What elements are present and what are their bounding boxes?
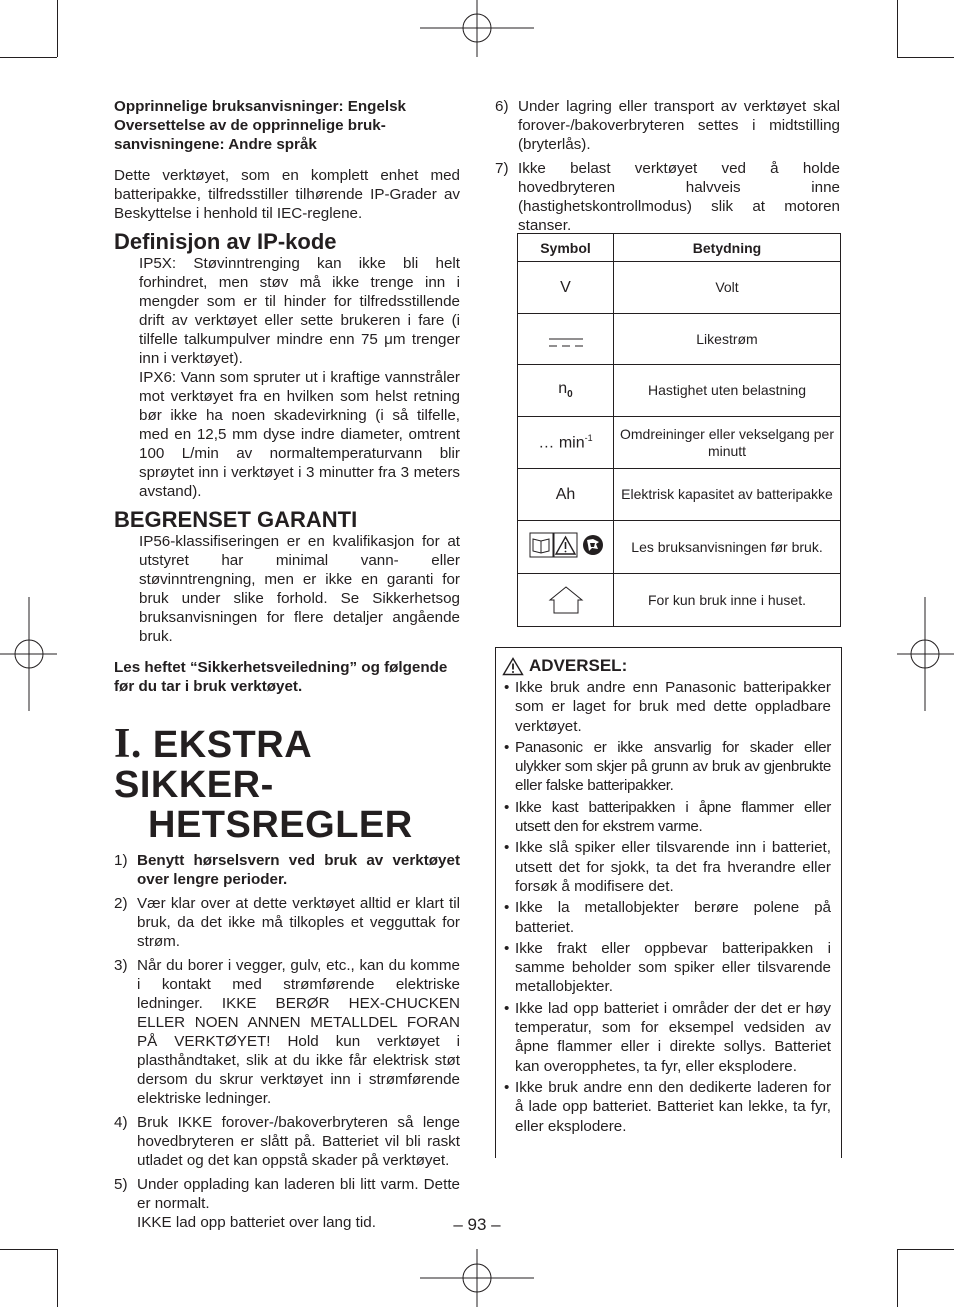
crop-mark [897,1249,898,1307]
direct-current-icon [548,336,584,350]
symbol-cell [518,365,614,417]
list-item [114,1175,460,1232]
list-text: Ikke kast batteripakken i åpne flammer eller utsett den for ekstrem varme. [515,798,831,836]
bullet-icon: • [504,999,510,1017]
page-number: – 93 – [453,1215,501,1234]
table-header-row [518,234,841,262]
intro-paragraph: Dette verktøyet, som en komplett enhet med batteripakke, tilfredsstiller tilhørende IP-Grader av Beskyttelse i henhold til IEC-reglene. [114,167,460,222]
read-booklet-note: Les heftet “Sikkerhetsveiledning” og følgende før du tar i bruk verktøyet. [114,659,448,695]
list-text: Ikke belast verktøyet ved å holde hovedbryteren halvveis inne (hastighetskontrollmodus) slik at motoren stanser. [518,160,840,234]
symbol-cell [518,417,614,469]
crop-mark [0,1249,57,1250]
list-item [504,838,831,896]
ipx6-definition: IPX6: Vann som spruter ut i kraftige vannstråler mot verktøyet fra en hvilken som helst retning bør ikke ha noen skadevirkning (i så tilfelle, med en 12,5 mm dyse indre diameter, omtrent 100 L/min av normaltemperaturvann blir sprøytet inn i verktøyet i 3 minutter fra 3 meters avstand). [139,369,460,500]
symbol-cell [518,574,614,627]
crop-mark [897,1249,954,1250]
table-row [518,574,841,627]
bullet-icon: • [504,899,510,917]
table-row [518,417,841,469]
meaning-cell: Omdreininger eller vekselgang per minutt [614,417,841,469]
bullet-icon: • [504,798,510,816]
symbol-superscript: -1 [584,432,593,443]
meaning-cell: Hastighet uten belastning [614,365,841,417]
table-row [518,469,841,521]
list-number: 5) [114,1176,128,1193]
list-text: Ikke lad opp batteriet i områder der det er høy temperatur, som for eksempel vedsiden av åpne flammer eller i direkte sollys. Batteriet kan overopphetes, ta fyr, eller eksplodere. [515,999,831,1075]
caution-header [502,656,841,676]
list-item [495,159,840,235]
left-column [114,97,460,1237]
list-number: 7) [495,160,509,177]
list-text: Vær klar over at dette verktøyet alltid er klart til bruk, da det ikke må tilkoples et vegguttak for strøm. [137,895,460,950]
column-header-symbol: Symbol [518,234,614,262]
list-text-continued: IKKE lad opp batteriet over lang tid. [137,1214,376,1231]
list-text: Panasonic er ikke ansvarlig for skader eller ulykker som skjer på grunn av bruk av gjenbrukte eller falske batteripakker. [515,738,831,795]
list-text: Ikke slå spiker eller tilsvarende inn i batteriet, utsett det for sjokk, ta det fra hverandre eller forsøk å modifisere det. [515,839,831,895]
rules-list-left [114,851,460,1232]
bullet-icon: • [504,939,510,957]
meaning-cell: For kun bruk inne i huset. [614,574,841,627]
list-item [504,798,831,837]
list-item [504,898,831,937]
table-row [518,262,841,314]
list-text: Bruk IKKE forover-/bakoverbryteren så lenge hovedbryteren er slått på. Batteriet vil bli raskt utladet og det kan oppstå skader på verktøyet. [137,1114,460,1169]
table-row [518,521,841,574]
caution-title: ADVERSEL: [529,656,628,675]
list-item [114,956,460,1108]
bullet-icon: • [504,738,510,756]
warning-triangle-icon [502,657,524,676]
list-text: Når du borer i vegger, gulv, etc., kan du komme i kontakt med strømførende elektriske ledninger. IKKE BERØR HEX-CHUCKEN ELLER NOEN ANNEN METALLDEL FORAN PÅ VERKTØYET! Hold kun verktøyet i plasthåndtaket, slik at du ikke får elektrisk støt dersom du skrur verktøyet inn i strømførende elektriske ledninger. [137,957,460,1107]
list-item [504,939,831,997]
ip-section-heading: Definisjon av IP-kode [114,229,337,254]
list-number: 2) [114,895,128,912]
symbol-cell [518,314,614,365]
table-row [518,365,841,417]
table-row [518,314,841,365]
symbol-cell: V [518,262,614,314]
meaning-cell: Likestrøm [614,314,841,365]
list-text: Ikke bruk andre enn den dedikerte laderen for å lade opp batteriet. Batteriet kan lekke, ta fyr, eller eksplodere. [515,1078,831,1135]
section-title [114,721,460,846]
indoor-house-icon [548,585,584,615]
translation-line3: sanvisningene: Andre språk [114,136,317,153]
crop-mark [0,57,57,58]
list-item [114,894,460,951]
original-instructions-line1: Opprinnelige bruksanvisninger: Engelsk [114,98,407,115]
list-item [504,1078,831,1136]
list-number: 4) [114,1114,128,1131]
list-text: Ikke la metallobjekter berøre polene på batteriet. [515,899,831,936]
read-manual-icons [524,530,608,560]
list-text: Benytt hørselsvern ved bruk av verktøyet over lengre perioder. [137,852,460,888]
bullet-icon: • [504,1078,510,1096]
section-roman-numeral: I. [114,721,142,767]
registration-mark-left [0,597,57,711]
registration-mark-right [897,597,954,711]
symbol-table [517,233,841,627]
crop-mark [897,57,954,58]
meaning-cell: Elektrisk kapasitet av batteripakke [614,469,841,521]
meaning-cell: Volt [614,262,841,314]
list-text: Ikke bruk andre enn Panasonic batteripakker som er laget for bruk med dette oppladbare verktøyet. [515,679,831,735]
caution-list [496,678,841,1136]
list-text: Under lagring eller transport av verktøyet skal forover-/bakoverbryteren settes i midtstilling (bryterlås). [518,98,840,153]
column-header-meaning: Betydning [614,234,841,262]
list-item [495,97,840,154]
rules-list-right [495,97,840,240]
warranty-heading: BEGRENSET GARANTI [114,507,358,532]
symbol-text: … min [538,434,585,452]
warranty-text: IP56-klassifiseringen er en kvalifikasjon for at utstyret har minimal vann- eller støvinntrengning, men er ikke en garanti for bruk under slike forhold. Se Sikkerhetsog bruksanvisningen for flere detaljer angående bruk. [139,533,460,645]
bullet-icon: • [504,839,510,857]
list-item [114,1113,460,1170]
translation-line2: Oversettelse av de opprinnelige bruk- [114,117,386,134]
crop-mark [57,1249,58,1307]
meaning-cell: Les bruksanvisningen før bruk. [614,521,841,574]
symbol-cell: Ah [518,469,614,521]
section-title-line2: HETSREGLER [148,804,413,846]
symbol-text: n [558,380,568,398]
list-number: 1) [114,852,128,869]
list-text-group [137,1175,460,1232]
list-item [504,738,831,796]
crop-mark [57,0,58,57]
registration-mark-top [420,0,534,57]
crop-mark [897,0,898,57]
list-number: 3) [114,957,128,974]
symbol-subscript: 0 [567,389,573,401]
list-item [504,678,831,736]
section-title-line1: EKSTRA SIKKER- [114,724,311,806]
list-text: Under opplading kan laderen bli litt varm. Dette er normalt. [137,1176,460,1212]
registration-mark-bottom [420,1249,534,1307]
list-item [504,999,831,1076]
list-number: 6) [495,98,509,115]
list-text: Ikke frakt eller oppbevar batteripakken i samme beholder som spiker eller tilsvarende metallobjekter. [515,939,831,996]
list-item [114,851,460,889]
ip5x-definition: IP5X: Støvinntrenging kan ikke bli helt forhindret, men støv må ikke trenge inn i mengder som er til hinder for tilfredsstillende drift av verktøyet eller sette brukeren i fare (i tilfelle talkumpulver mindre enn 75 μm trenger inn i verktøyet). [139,255,460,367]
symbol-cell [518,521,614,574]
bullet-icon: • [504,679,510,696]
caution-box [495,647,842,1158]
